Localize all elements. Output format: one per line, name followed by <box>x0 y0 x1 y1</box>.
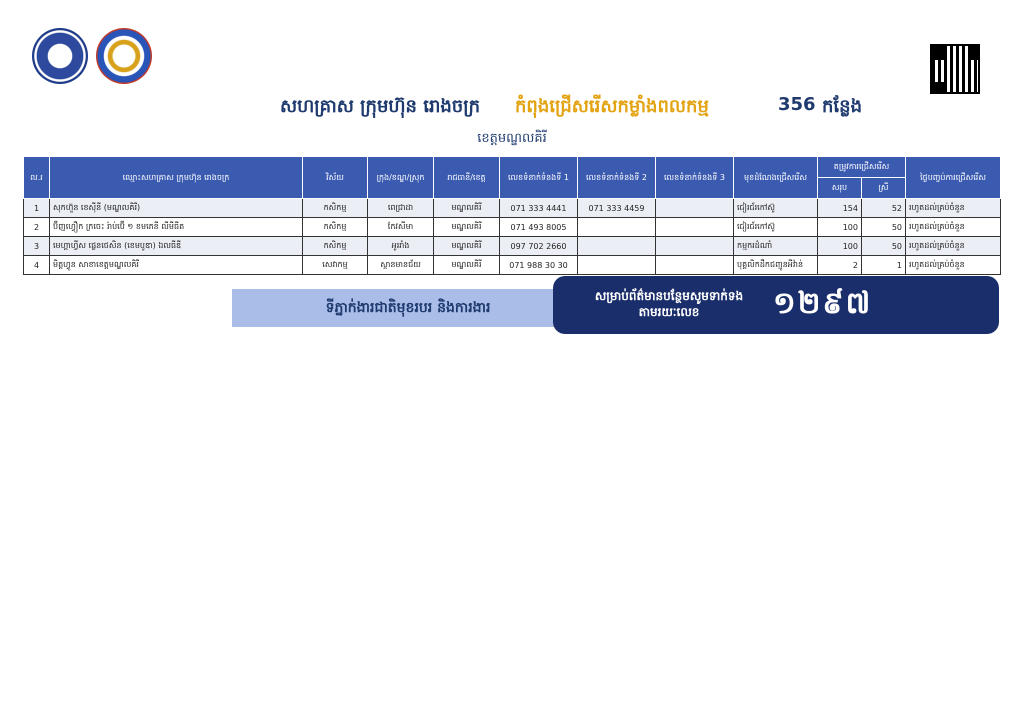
cell-phone1: 071 493 8005 <box>500 218 578 237</box>
header-position: មុខដំណែងជ្រើសរើស <box>734 157 818 199</box>
cell-phone3 <box>656 218 734 237</box>
vacancy-unit: កន្លែង <box>822 96 862 117</box>
cell-province: មណ្ឌលគិរី <box>434 256 500 275</box>
hotline-number: ១២៩៧ <box>773 286 873 321</box>
province-subtitle: ខេត្តមណ្ឌលគិរី <box>477 131 547 146</box>
header-company: ឈ្មោះសហគ្រាស ក្រុមហ៊ុន រោងចក្រ <box>50 157 303 199</box>
cell-district: ស្ថានមានជ័យ <box>368 256 434 275</box>
cell-no: 1 <box>24 199 50 218</box>
cell-province: មណ្ឌលគិរី <box>434 218 500 237</box>
hotline-label: សម្រាប់ព័ត៌មានបន្ថែមសូមទាក់ទងតាមរយៈលេខ <box>594 289 744 319</box>
cell-deadline: រហូតដល់គ្រប់ចំនួន <box>906 218 1001 237</box>
vacancy-count: 356 <box>778 94 816 115</box>
job-table <box>23 156 1001 275</box>
header-female: ស្រី <box>862 178 906 199</box>
cell-company: សុកហ៊ួន ខេស៊ីនី (មណ្ឌលគិរី) <box>50 199 303 218</box>
table-row <box>24 218 1001 237</box>
cell-phone1: 097 702 2660 <box>500 237 578 256</box>
header-sector: វិស័យ <box>303 157 368 199</box>
cell-phone1: 071 988 30 30 <box>500 256 578 275</box>
header-phone1: លេខទំនាក់ទំនងទី 1 <box>500 157 578 199</box>
cell-female: 50 <box>862 218 906 237</box>
cell-phone3 <box>656 237 734 256</box>
cell-female: 52 <box>862 199 906 218</box>
cell-deadline: រហូតដល់គ្រប់ចំនួន <box>906 199 1001 218</box>
qr-code <box>930 44 980 94</box>
cell-position: កម្មករដំណាំ <box>734 237 818 256</box>
cell-position: បុគ្គលិកដឹកជញ្ជូនអីវ៉ាន់ <box>734 256 818 275</box>
cell-company: មិត្តហ្វូន សាខាខេត្តមណ្ឌលគិរី <box>50 256 303 275</box>
hotline-banner <box>553 276 999 334</box>
table-row <box>24 237 1001 256</box>
cell-phone2 <box>578 237 656 256</box>
cell-total: 100 <box>818 218 862 237</box>
ministry-banner <box>232 289 584 327</box>
cell-deadline: រហូតដល់គ្រប់ចំនួន <box>906 256 1001 275</box>
ministry-name: ទីភ្នាក់ងារជាតិមុខរបរ និងការងារ <box>325 299 491 316</box>
header-total: សរុប <box>818 178 862 199</box>
cell-phone2: 071 333 4459 <box>578 199 656 218</box>
cell-district: កែវសីមា <box>368 218 434 237</box>
cell-province: មណ្ឌលគិរី <box>434 199 500 218</box>
cell-phone3 <box>656 199 734 218</box>
cell-position: ជៀរជ័រកៅស៊ូ <box>734 199 818 218</box>
cell-female: 1 <box>862 256 906 275</box>
cell-company: ប៊ីញហ្វឿក ក្រចេះ រ៉ាប់ប៊ើ ១ ខមភេនី លីមីធីត <box>50 218 303 237</box>
cell-district: អូររាំង <box>368 237 434 256</box>
table-row <box>24 256 1001 275</box>
cell-phone3 <box>656 256 734 275</box>
cell-phone2 <box>578 218 656 237</box>
cell-no: 4 <box>24 256 50 275</box>
cell-deadline: រហូតដល់គ្រប់ចំនួន <box>906 237 1001 256</box>
cell-total: 154 <box>818 199 862 218</box>
header-deadline: ថ្ងៃបញ្ចប់ការជ្រើសរើស <box>906 157 1001 199</box>
title-main: សហគ្រាស ក្រុមហ៊ុន រោងចក្រ <box>280 96 481 117</box>
cell-sector: កសិកម្ម <box>303 218 368 237</box>
cell-female: 50 <box>862 237 906 256</box>
header-phone2: លេខទំនាក់ទំនងទី 2 <box>578 157 656 199</box>
cell-sector: កសិកម្ម <box>303 237 368 256</box>
cell-total: 100 <box>818 237 862 256</box>
title-highlight: កំពុងជ្រើសរើសកម្លាំងពលកម្ម <box>515 96 709 117</box>
header-province: រាជធានី/ខេត្ត <box>434 157 500 199</box>
page-title <box>0 94 1024 122</box>
cell-total: 2 <box>818 256 862 275</box>
header-no: ល.រ <box>24 157 50 199</box>
table-row <box>24 199 1001 218</box>
header-needed: តម្រូវការជ្រើសរើស <box>818 157 906 178</box>
header-phone3: លេខទំនាក់ទំនងទី 3 <box>656 157 734 199</box>
cell-sector: សេវាកម្ម <box>303 256 368 275</box>
cell-district: ពេជ្រាដា <box>368 199 434 218</box>
cell-province: មណ្ឌលគិរី <box>434 237 500 256</box>
ministry-logo <box>32 28 88 84</box>
cell-phone2 <box>578 256 656 275</box>
cell-no: 2 <box>24 218 50 237</box>
cell-sector: កសិកម្ម <box>303 199 368 218</box>
header-district: ក្រុង/ខណ្ឌ/ស្រុក <box>368 157 434 199</box>
cell-no: 3 <box>24 237 50 256</box>
cell-phone1: 071 333 4441 <box>500 199 578 218</box>
agency-logo <box>96 28 152 84</box>
cell-position: ជៀរជ័រកៅស៊ូ <box>734 218 818 237</box>
cell-company: មេហ្គាហ្វីស ផ្លេនថេសិន (ខេមបូឌា) ឯលធីឌី <box>50 237 303 256</box>
